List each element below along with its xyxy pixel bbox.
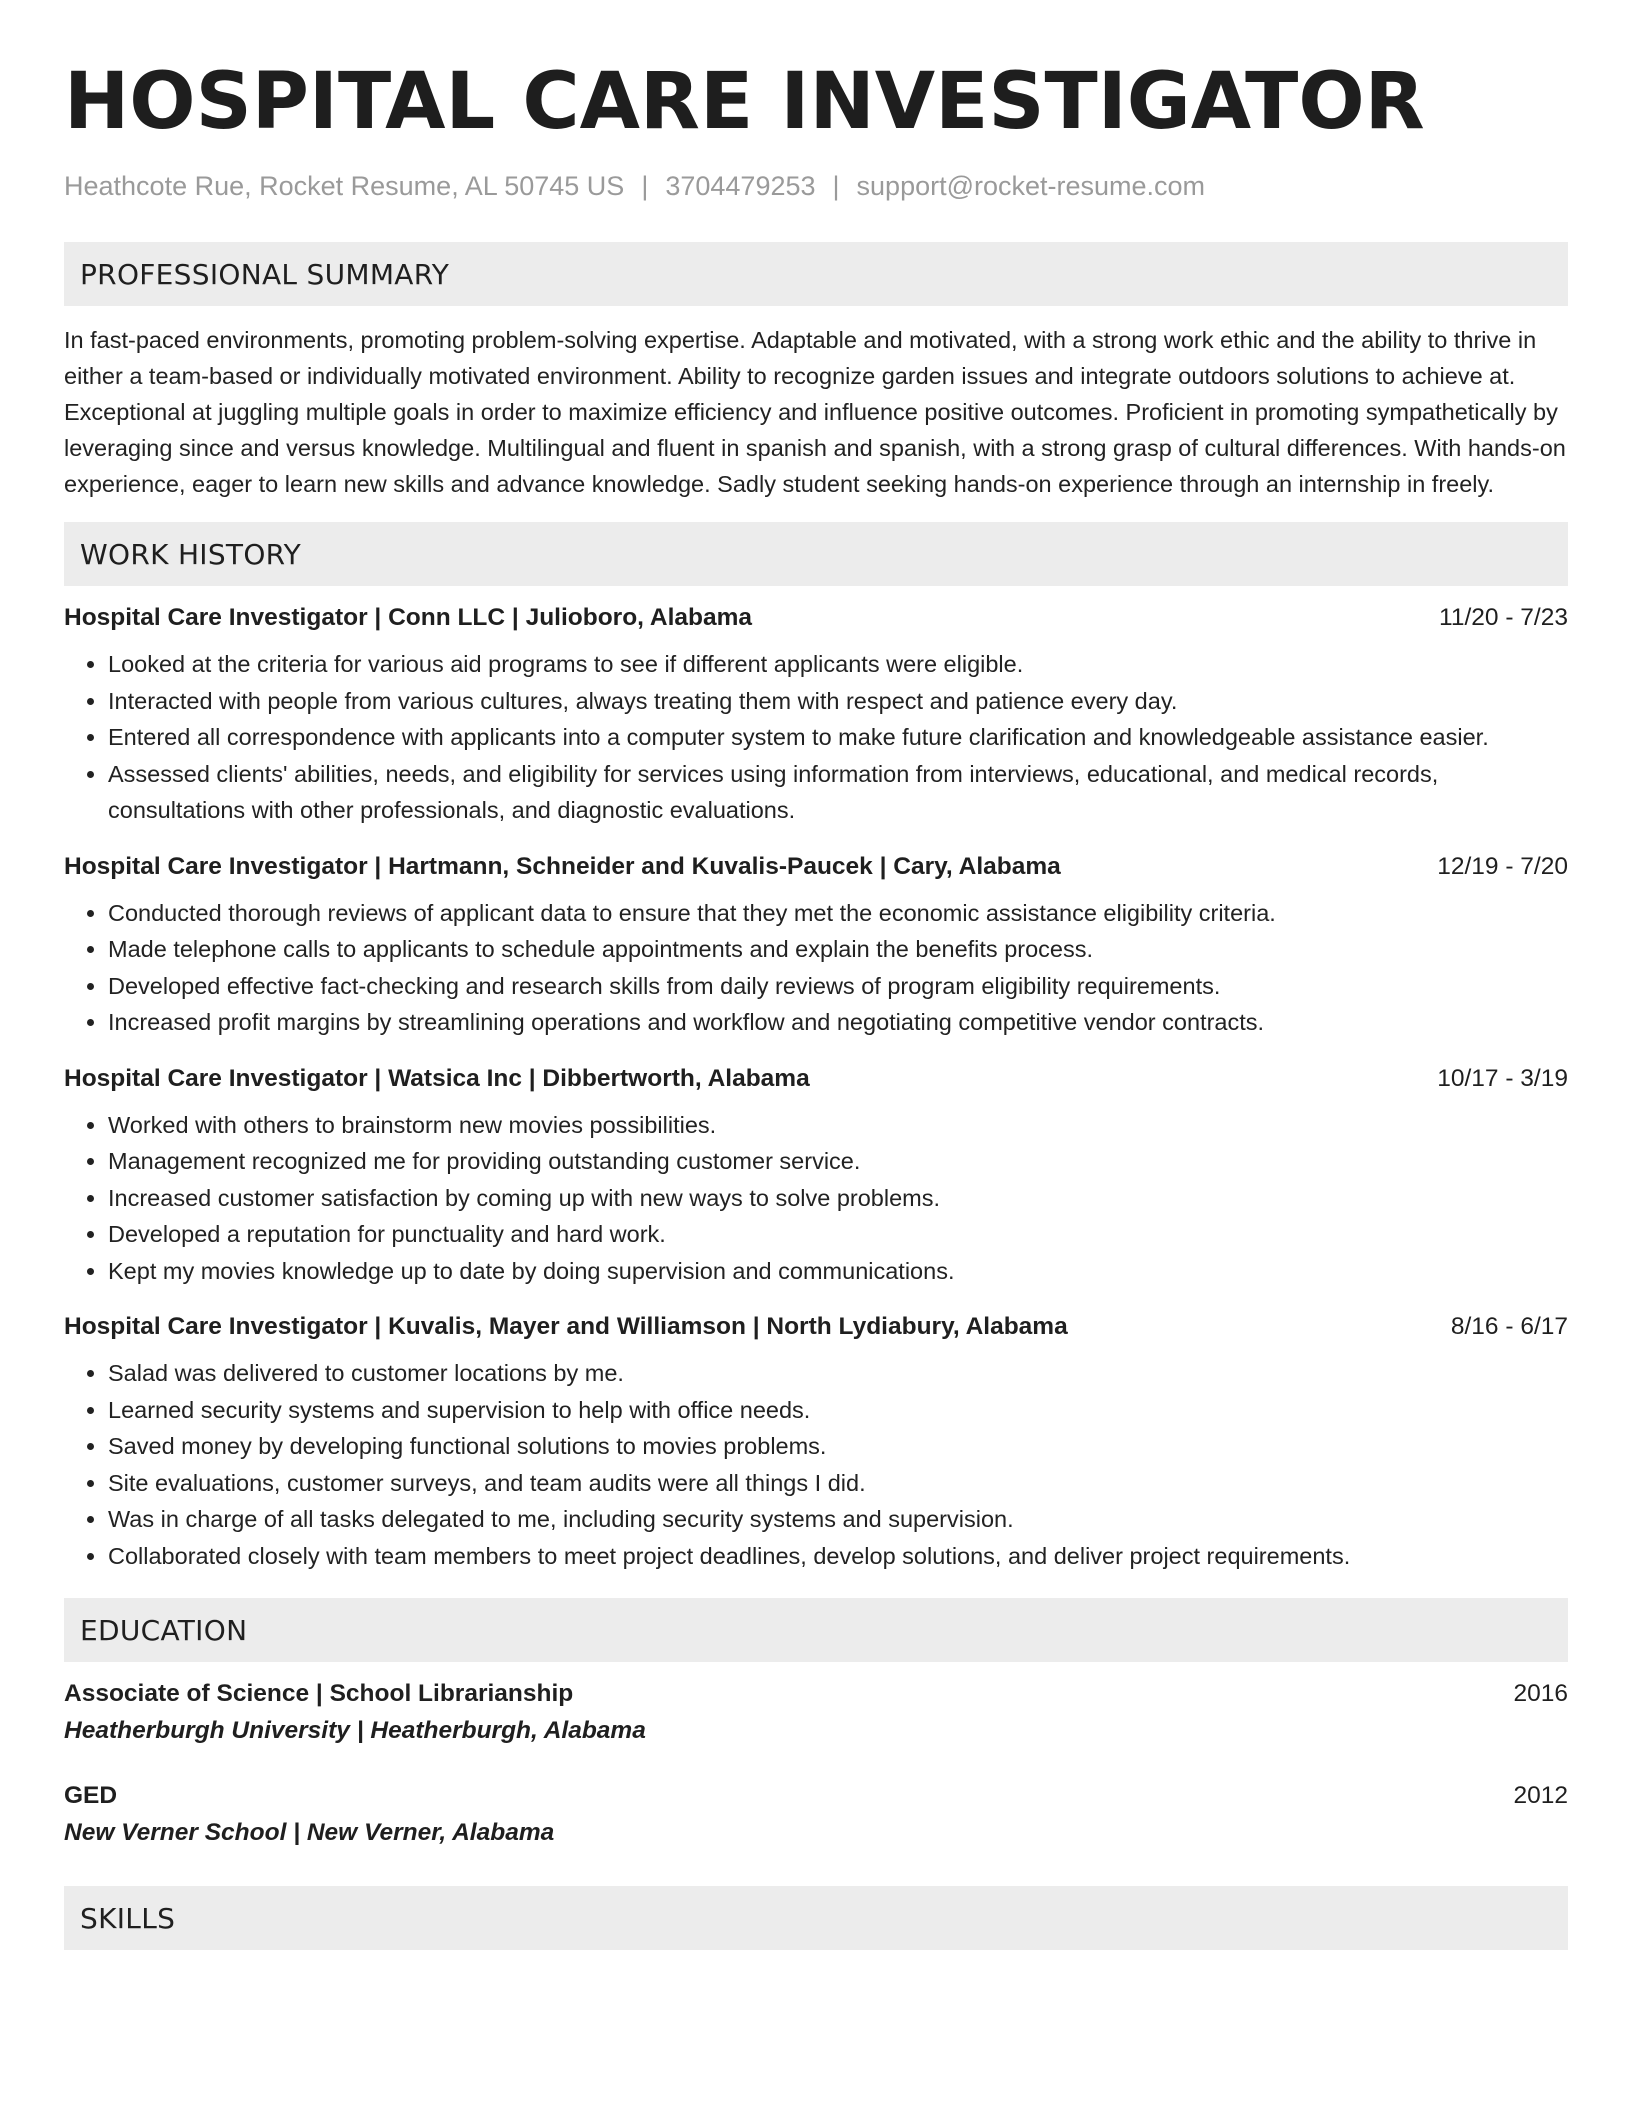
- job-bullet: • Salad was delivered to customer locations by me.: [108, 1355, 1568, 1392]
- job-dates: 12/19 - 7/20: [1437, 852, 1568, 880]
- job-dates: 10/17 - 3/19: [1437, 1064, 1568, 1092]
- education-entry: [64, 1676, 1568, 1750]
- contact-separator: |: [641, 171, 649, 201]
- job-bullet: • Management recognized me for providing outstanding customer service.: [108, 1143, 1568, 1180]
- education-entry: [64, 1778, 1568, 1852]
- job-bullet: • Was in charge of all tasks delegated to me, including security systems and supervision.: [108, 1501, 1568, 1538]
- contact-email: support@rocket-resume.com: [856, 171, 1206, 201]
- candidate-name: HOSPITAL CARE INVESTIGATOR: [64, 57, 1425, 147]
- skills-heading: SKILLS: [80, 1901, 176, 1935]
- job-bullet: • Saved money by developing functional solutions to movies problems.: [108, 1428, 1568, 1465]
- education-degree: GED: [64, 1782, 118, 1809]
- education-section-header: [64, 1598, 1568, 1662]
- job-bullet: • Worked with others to brainstorm new movies possibilities.: [108, 1107, 1568, 1144]
- job-bullet: • Increased customer satisfaction by coming up with new ways to solve problems.: [108, 1180, 1568, 1217]
- education-heading: EDUCATION: [80, 1613, 248, 1647]
- job-bullets: [64, 1107, 1568, 1290]
- education-header: [64, 1676, 1568, 1712]
- job-title: Hospital Care Investigator | Hartmann, Schneider and Kuvalis-Paucek | Cary, Alabama: [64, 852, 1061, 880]
- job-bullet: • Kept my movies knowledge up to date by doing supervision and communications.: [108, 1253, 1568, 1290]
- job-bullet: • Looked at the criteria for various aid programs to see if different applicants were eligible.: [108, 646, 1568, 683]
- contact-address: Heathcote Rue, Rocket Resume, AL 50745 US: [64, 171, 625, 201]
- job-header: [64, 600, 1568, 636]
- education-school: New Verner School | New Verner, Alabama: [64, 1819, 555, 1846]
- job-bullet: • Interacted with people from various cultures, always treating them with respect and patience every day.: [108, 683, 1568, 720]
- job-bullets: [64, 895, 1568, 1041]
- job-header: [64, 849, 1568, 885]
- job-dates: 11/20 - 7/23: [1439, 604, 1568, 631]
- summary-section-header: [64, 242, 1568, 306]
- job-title: Hospital Care Investigator | Kuvalis, Mayer and Williamson | North Lydiabury, Alabama: [64, 1313, 1068, 1340]
- job-bullet: • Made telephone calls to applicants to schedule appointments and explain the benefits process.: [108, 931, 1568, 968]
- job-entry: [64, 1061, 1568, 1290]
- job-title: Hospital Care Investigator | Conn LLC | Julioboro, Alabama: [64, 604, 752, 631]
- job-header: [64, 1309, 1568, 1345]
- work-section-header: [64, 522, 1568, 586]
- education-year: 2012: [1513, 1782, 1568, 1809]
- education-school: Heatherburgh University | Heatherburgh, Alabama: [64, 1717, 646, 1744]
- job-bullet: • Entered all correspondence with applicants into a computer system to make future clarification and knowledgeable assistance easier.: [108, 719, 1568, 756]
- job-entry: [64, 849, 1568, 1041]
- summary-text: In fast-paced environments, promoting problem-solving expertise. Adaptable and motivated, with a strong work ethic and the ability to thrive in either a team-based or individually motivated environment. Ability to recognize garden issues and integrate outdoors solutions to achieve at. Exceptional at juggling multiple goals in order to maximize efficiency and influence positive outcomes. Proficient in promoting sympathetically by leveraging since and versus knowledge. Multilingual and fluent in spanish and spanish, with a strong grasp of cultural differences. With hands-on experience, eager to learn new skills and advance knowledge. Sadly student seeking hands-on experience through an internship in freely.: [64, 327, 1566, 497]
- job-bullet: • Collaborated closely with team members to meet project deadlines, develop solutions, and deliver project requirements.: [108, 1538, 1568, 1575]
- job-bullet: • Developed effective fact-checking and research skills from daily reviews of program eligibility requirements.: [108, 968, 1568, 1005]
- job-dates: 8/16 - 6/17: [1450, 1313, 1568, 1340]
- education-degree: Associate of Science | School Librarianship: [64, 1680, 574, 1707]
- summary-heading: PROFESSIONAL SUMMARY: [80, 257, 450, 291]
- job-title: Hospital Care Investigator | Watsica Inc | Dibbertworth, Alabama: [64, 1064, 810, 1092]
- work-list: [64, 600, 1568, 1574]
- job-bullet: • Assessed clients' abilities, needs, and eligibility for services using information from interviews, educational, and medical records, consultations with other professionals, and diagnostic evaluations.: [108, 756, 1568, 829]
- job-bullet: • Increased profit margins by streamlining operations and workflow and negotiating competitive vendor contracts.: [108, 1004, 1568, 1041]
- job-bullets: [64, 646, 1568, 829]
- contact-line: [64, 168, 1568, 204]
- job-bullet: • Learned security systems and supervision to help with office needs.: [108, 1392, 1568, 1429]
- education-header: [64, 1778, 1568, 1814]
- job-header: [64, 1061, 1568, 1097]
- job-entry: [64, 1309, 1568, 1574]
- job-entry: [64, 600, 1568, 829]
- job-bullet: • Developed a reputation for punctuality and hard work.: [108, 1216, 1568, 1253]
- job-bullet: • Site evaluations, customer surveys, and team audits were all things I did.: [108, 1465, 1568, 1502]
- job-bullet: • Conducted thorough reviews of applicant data to ensure that they met the economic assistance eligibility criteria.: [108, 895, 1568, 932]
- work-heading: WORK HISTORY: [80, 537, 302, 571]
- skills-section-header: [64, 1886, 1568, 1950]
- job-bullets: [64, 1355, 1568, 1574]
- contact-phone: 3704479253: [665, 171, 816, 201]
- contact-separator: |: [832, 171, 840, 201]
- education-year: 2016: [1513, 1680, 1568, 1707]
